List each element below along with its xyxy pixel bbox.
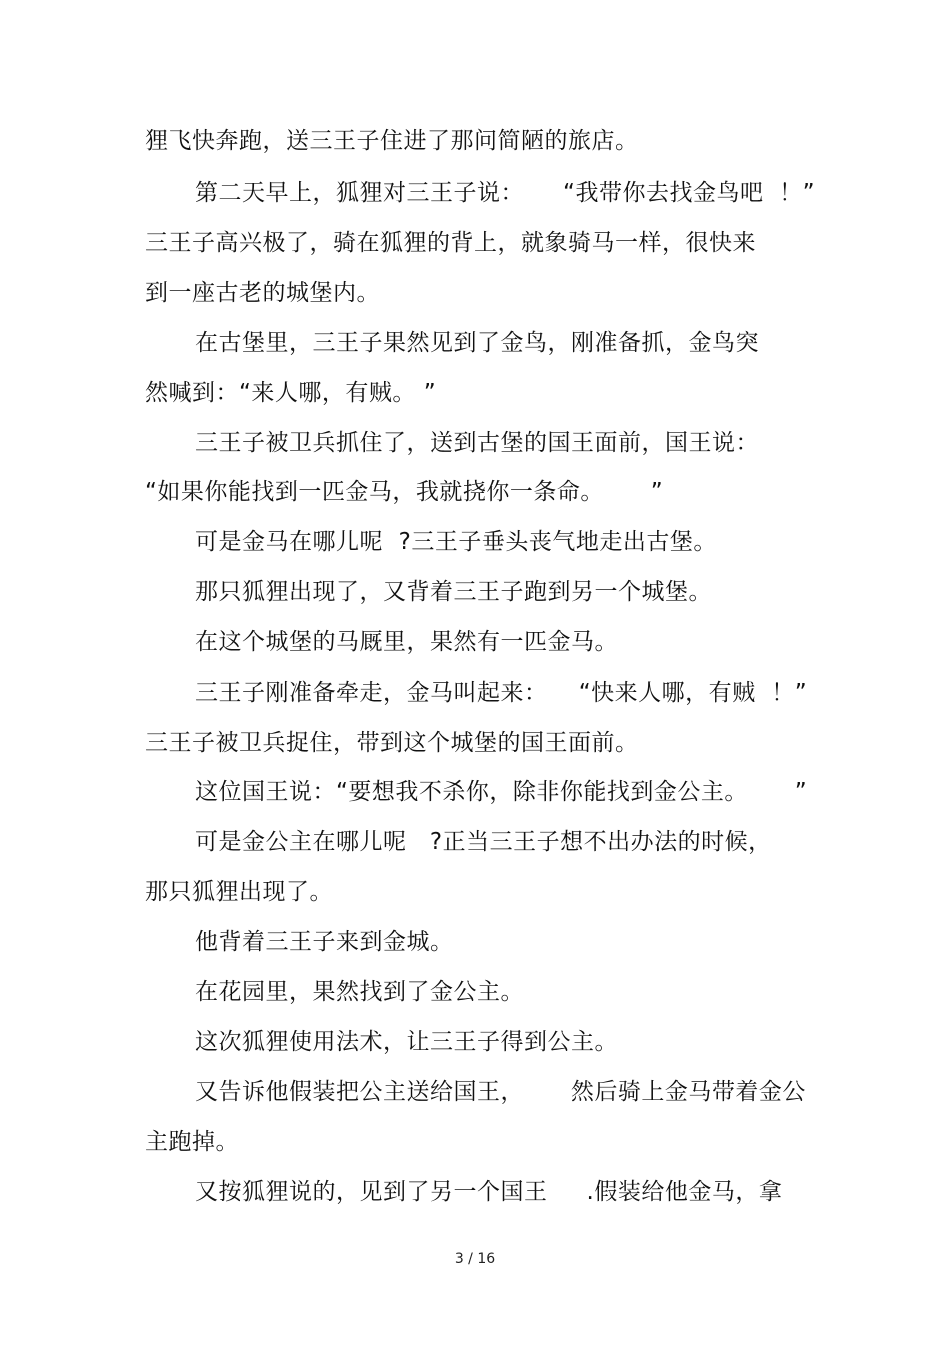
text-line: 那只狐狸出现了。 <box>145 879 333 905</box>
text-line: 然喊到：“来人哪，有贼。 ” <box>145 380 437 406</box>
text-line: 三王子被卫兵捉住，带到这个城堡的国王面前。 <box>145 730 639 756</box>
text-line: 狸飞快奔跑，送三王子住进了那问简陋的旅店。 <box>145 128 639 154</box>
text-line: 三王子被卫兵抓住了，送到古堡的国王面前，国王说： <box>195 430 759 456</box>
text-line: 可是金公主在哪儿呢 ?正当三王子想不出办法的时候， <box>195 829 772 855</box>
text-line: 他背着三王子来到金城。 <box>195 929 454 955</box>
text-line: 可是金马在哪儿呢 ?三王子垂头丧气地走出古堡。 <box>195 529 717 555</box>
text-line: 在花园里，果然找到了金公主。 <box>195 979 524 1005</box>
text-line: 到一座古老的城堡内。 <box>145 280 380 306</box>
text-line: 三王子刚准备牵走，金马叫起来： “快来人哪，有贼 ！” <box>195 680 808 706</box>
page-number: 3 / 16 <box>454 1251 496 1267</box>
text-line: 第二天早上，狐狸对三王子说： “我带你去找金鸟吧 ！” <box>195 180 816 206</box>
text-line: 三王子高兴极了，骑在狐狸的背上，就象骑马一样，很快来 <box>145 230 756 256</box>
text-line: “如果你能找到一匹金马，我就挠你一条命。 ” <box>145 479 664 505</box>
text-line: 在古堡里，三王子果然见到了金鸟，刚准备抓，金鸟突 <box>195 330 759 356</box>
text-line: 在这个城堡的马厩里，果然有一匹金马。 <box>195 629 618 655</box>
text-line: 那只狐狸出现了，又背着三王子跑到另一个城堡。 <box>195 579 712 605</box>
text-line: 这次狐狸使用法术，让三王子得到公主。 <box>195 1029 618 1055</box>
text-line: 主跑掉。 <box>145 1129 239 1155</box>
text-line: 这位国王说：“要想我不杀你，除非你能找到金公主。 ” <box>195 779 808 805</box>
text-line: 又按狐狸说的，见到了另一个国王 .假装给他金马，拿 <box>195 1179 783 1205</box>
text-line: 又告诉他假装把公主送给国王， 然后骑上金马带着金公 <box>195 1079 806 1105</box>
